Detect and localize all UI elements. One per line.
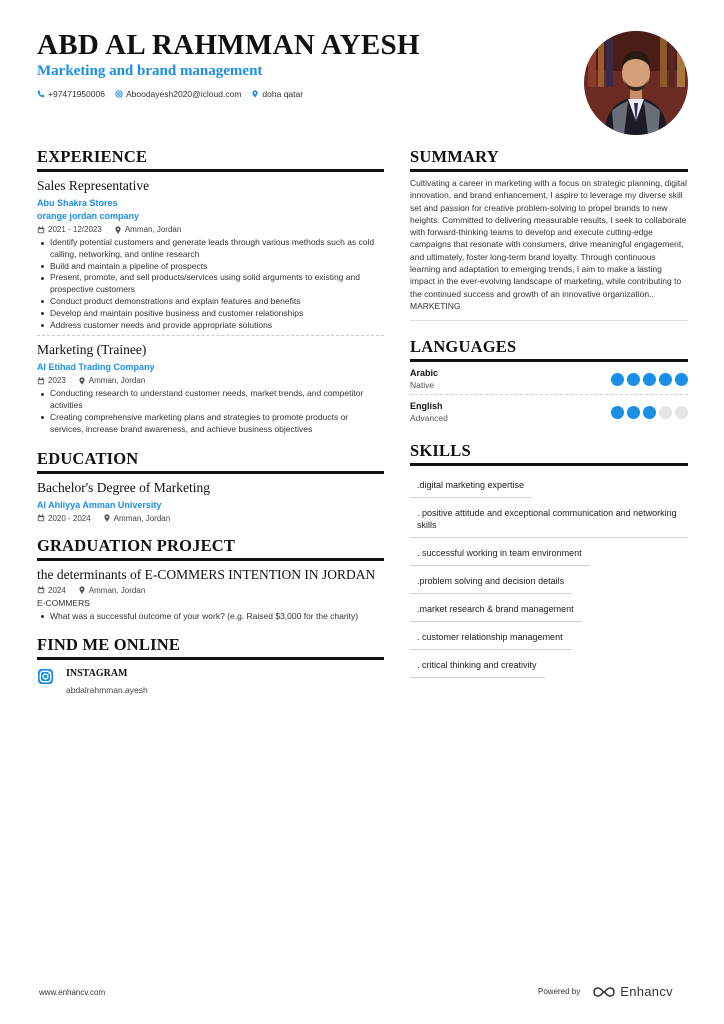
location-pin-icon: [251, 90, 259, 98]
bullet: Conduct product demonstrations and explain features and benefits: [37, 296, 384, 308]
education-heading: EDUCATION: [37, 449, 384, 474]
rating-dot-filled: [611, 406, 624, 419]
summary-heading: SUMMARY: [410, 147, 688, 172]
company-name: Abu Shakra Stores: [37, 198, 118, 208]
right-column: [410, 147, 688, 678]
contact-bar: [37, 89, 577, 99]
rating-dot-filled: [611, 373, 624, 386]
job-dates: 2021 - 12/2023: [48, 225, 102, 234]
rating-dot-filled: [675, 373, 688, 386]
bullet: Develop and maintain positive business and customer relationships: [37, 308, 384, 320]
job-meta: [37, 376, 384, 385]
skill-tag: .market research & brand management: [410, 596, 582, 622]
skill-tag: .problem solving and decision details: [410, 568, 572, 594]
at-icon: [115, 90, 123, 98]
rating-dot-filled: [627, 373, 640, 386]
bullet: Identify potential customers and generate leads through various methods such as cold calling, networking, and online research: [37, 237, 384, 261]
footer-site-link[interactable]: www.enhancv.com: [39, 988, 106, 997]
enhancv-logo[interactable]: [592, 984, 673, 999]
rating-dot-empty: [659, 406, 672, 419]
project-location: Amman, Jordan: [88, 585, 146, 595]
project-meta: [37, 586, 384, 595]
instagram-icon: [37, 668, 54, 685]
language-rating: [611, 373, 688, 386]
language-rating: [611, 406, 688, 419]
education-dates: 2020 - 2024: [48, 513, 91, 523]
instagram-handle[interactable]: abdalrahmman.ayesh: [66, 685, 148, 696]
contact-phone[interactable]: [37, 89, 105, 99]
project-subtitle: E-COMMERS: [37, 597, 90, 608]
education-meta: [37, 514, 384, 523]
rating-dot-filled: [643, 373, 656, 386]
skill-tag: . critical thinking and creativity: [410, 652, 545, 678]
enhancv-brand-text: Enhancv: [620, 984, 673, 999]
location-pin-icon: [114, 226, 122, 234]
rating-dot-filled: [627, 406, 640, 419]
candidate-role: Marketing and brand management: [37, 63, 263, 79]
job-title: Sales Representative: [37, 178, 150, 193]
rating-dot-empty: [675, 406, 688, 419]
online-heading: FIND ME ONLINE: [37, 635, 384, 660]
location-pin-icon: [78, 586, 86, 594]
phone-text: +97471950006: [48, 89, 105, 99]
calendar-icon: [37, 514, 45, 522]
company-name-secondary: orange jordan company: [37, 211, 140, 221]
calendar-icon: [37, 226, 45, 234]
email-text: Aboodayesh2020@icloud.com: [125, 89, 242, 99]
powered-by-label: Powered by: [538, 987, 581, 996]
project-title: the determinants of E-COMMERS INTENTION IN JORDAN: [37, 566, 376, 582]
project-heading: GRADUATION PROJECT: [37, 536, 384, 561]
online-instagram[interactable]: [37, 668, 384, 695]
skill-tag: .digital marketing expertise: [410, 472, 532, 498]
avatar: [584, 31, 688, 135]
job-location: Amman, Jordan: [124, 225, 182, 234]
bullet: What was a successful outcome of your work? (e.g. Raised $3,000 for the charity): [37, 611, 384, 623]
calendar-icon: [37, 586, 45, 594]
skill-tag: . successful working in team environment: [410, 540, 590, 566]
skill-tag: . positive attitude and exceptional communication and networking skills: [410, 500, 688, 538]
language-level: Native: [410, 380, 435, 391]
rating-dot-filled: [643, 406, 656, 419]
bullet: Address customer needs and provide appropriate solutions: [37, 320, 384, 332]
resume-header: [37, 28, 577, 99]
education-entry: [37, 474, 384, 527]
left-column: [37, 147, 384, 695]
rating-dot-filled: [659, 373, 672, 386]
bullet: Creating comprehensive marketing plans and strategies to promote products or services, increase brand awareness, and achieve business objectives: [37, 412, 384, 436]
location-text: doha qatar: [262, 89, 304, 99]
job-location: Amman, Jordan: [88, 376, 146, 386]
candidate-name: ABD AL RAHMMAN AYESH: [37, 29, 420, 61]
bullet: Present, promote, and sell products/services using solid arguments to existing and prospective customers: [37, 272, 384, 296]
language-name: Arabic: [410, 368, 439, 379]
project-entry: [37, 561, 384, 627]
degree-title: Bachelor's Degree of Marketing: [37, 479, 210, 495]
language-level: Advanced: [410, 413, 448, 424]
project-date: 2024: [48, 585, 66, 595]
enhancv-logo-icon: [592, 986, 616, 998]
job-title: Marketing (Trainee): [37, 342, 147, 358]
job-dates: 2023: [48, 376, 66, 386]
company-name: Al Etihad Trading Company: [37, 362, 155, 373]
experience-entry-2: [37, 335, 384, 439]
experience-heading: EXPERIENCE: [37, 147, 384, 172]
profile-photo: [584, 31, 688, 135]
job-bullets: [37, 388, 384, 435]
languages-heading: LANGUAGES: [410, 337, 688, 362]
language-english: [410, 394, 688, 427]
skills-list: [410, 466, 688, 678]
language-arabic: [410, 362, 688, 394]
summary-text: Cultivating a career in marketing with a focus on strategic planning, digital innovation, and brand enhancement, I aspire to leverage my diverse skill set and passion for creative problem-solving to propel brands to new heights. Committed to delivering measurable results, I seek to collaborate with forward-thinking teams to develop and execute cutting-edge campaigns that resonate with consumers, drive meaningful engagement, and ultimately, foster long-term brand loyalty. Through continuous learning and adaptation to emerging trends, I aim to make a lasting impact in the ever-evolving landscape of marketing, while contributing to the continued success and growth of an innovative organization.. MARKETING: [410, 172, 688, 321]
skills-heading: SKILLS: [410, 441, 688, 466]
language-name: English: [410, 401, 443, 412]
location-pin-icon: [103, 514, 111, 522]
bullet: Conducting research to understand customer needs, market trends, and competitor activities: [37, 388, 384, 412]
footer-powered: [538, 984, 673, 999]
calendar-icon: [37, 377, 45, 385]
project-bullets: [37, 611, 384, 623]
phone-icon: [37, 90, 45, 98]
contact-location: [251, 89, 303, 99]
skill-tag: . customer relationship management: [410, 624, 571, 650]
languages-list: [410, 362, 688, 427]
online-label: INSTAGRAM: [66, 668, 128, 680]
school-name: Al Ahliyya Amman University: [37, 499, 162, 510]
job-meta: [37, 225, 384, 234]
experience-entry-1: [37, 172, 384, 335]
contact-email[interactable]: [115, 89, 241, 99]
education-location: Amman, Jordan: [113, 513, 171, 523]
location-pin-icon: [78, 377, 86, 385]
bullet: Build and maintain a pipeline of prospects: [37, 261, 384, 273]
job-bullets: [37, 237, 384, 331]
